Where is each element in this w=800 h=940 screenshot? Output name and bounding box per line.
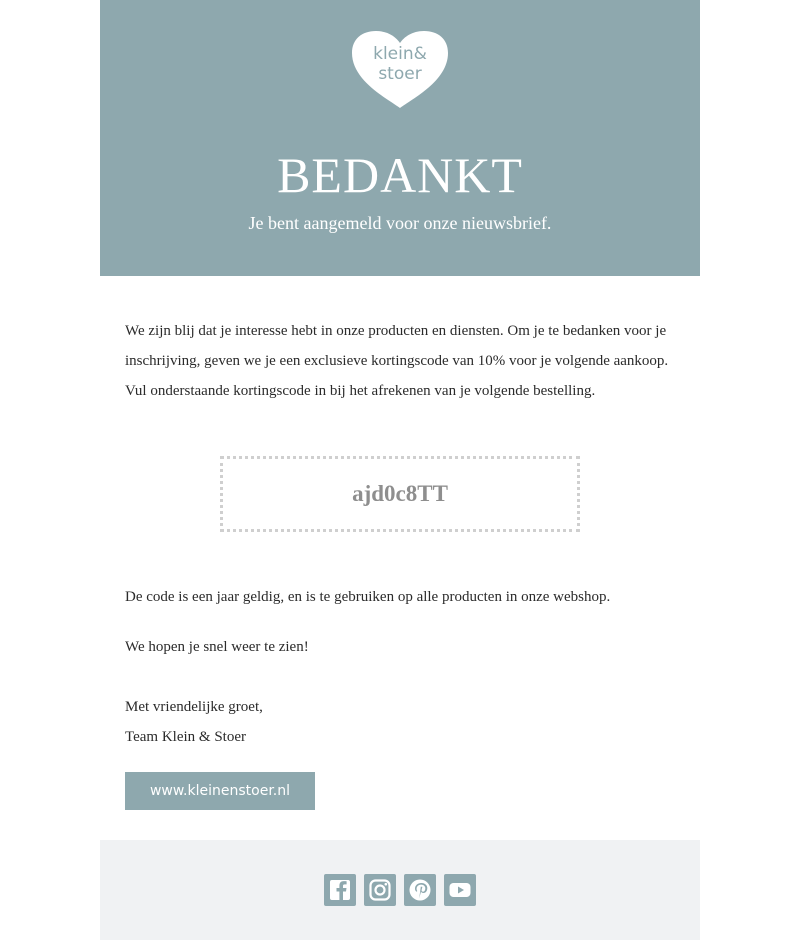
instagram-link[interactable] xyxy=(364,874,396,906)
youtube-icon xyxy=(444,874,476,906)
email-container xyxy=(100,0,700,940)
page-title: BEDANKT xyxy=(277,147,523,203)
facebook-icon xyxy=(324,874,356,906)
greeting-text: Met vriendelijke groet, xyxy=(125,699,263,715)
instagram-icon xyxy=(364,874,396,906)
brand-logo[interactable] xyxy=(350,31,450,109)
intro-paragraph: We zijn blij dat je interesse hebt in onze producten en diensten. Om je te bedanken voor je inschrijving, geven we je een exclusieve kortingscode van 10% voor je volgende aankoop. Vul onderstaande kortingscode in bij het afrekenen van je volgende bestelling. xyxy=(125,323,669,399)
signature-text: Team Klein & Stoer xyxy=(125,729,247,745)
pinterest-icon xyxy=(404,874,436,906)
validity-text: De code is een jaar geldig, en is te gebruiken op alle producten in onze webshop. xyxy=(125,589,611,605)
logo-line-1: klein& xyxy=(373,44,427,64)
facebook-link[interactable] xyxy=(324,874,356,906)
logo-wordmark xyxy=(350,44,450,84)
header-banner xyxy=(100,0,700,276)
youtube-link[interactable] xyxy=(444,874,476,906)
logo-line-2: stoer xyxy=(378,64,422,84)
coupon-code[interactable]: ajd0c8TT xyxy=(220,456,580,532)
pinterest-link[interactable] xyxy=(404,874,436,906)
hope-text: We hopen je snel weer te zien! xyxy=(125,639,309,655)
website-button[interactable]: www.kleinenstoer.nl xyxy=(125,772,315,810)
footer xyxy=(100,840,700,940)
page-subtitle: Je bent aangemeld voor onze nieuwsbrief. xyxy=(248,213,552,233)
